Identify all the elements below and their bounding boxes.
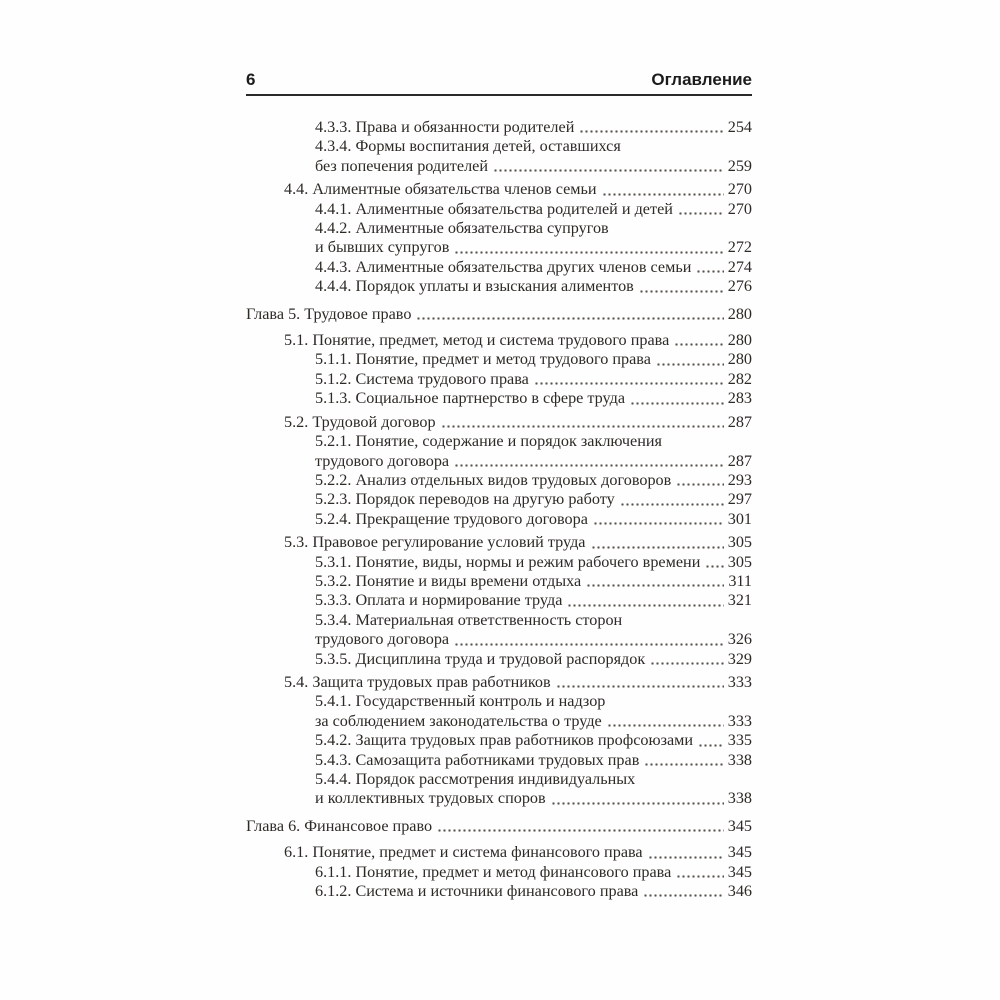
toc-entry-text: 5.3.1. Понятие, виды, нормы и режим рабочего времени — [315, 552, 701, 571]
toc-entry-last-line — [284, 331, 752, 350]
toc-entry-text: трудового договора — [315, 630, 450, 649]
toc-entry-last-line — [284, 413, 752, 432]
toc-entry-first-line: 5.4.1. Государственный контроль и надзор — [315, 692, 606, 711]
dot-leader — [698, 744, 724, 747]
header-page-number: 6 — [246, 70, 256, 89]
toc-page-number: 311 — [728, 571, 752, 590]
toc-page-number: 272 — [727, 238, 752, 257]
toc-entry-text: 5.1.3. Социальное партнерство в сфере труда — [315, 389, 626, 408]
toc-page-number: 346 — [727, 882, 752, 901]
toc-entry-last-line — [315, 882, 752, 901]
toc-entry-last-line — [284, 180, 752, 199]
toc-entry — [315, 510, 752, 529]
toc-page-number: 287 — [727, 451, 752, 470]
toc-entry — [315, 389, 752, 408]
toc-entry — [246, 817, 752, 836]
toc-entry — [315, 731, 752, 750]
dot-leader — [556, 685, 724, 688]
toc-page-number: 280 — [727, 304, 752, 323]
toc-entry — [284, 413, 752, 432]
toc-entry-last-line — [315, 350, 752, 369]
toc-page-number: 321 — [727, 591, 752, 610]
toc-entry-text: 4.4.1. Алиментные обязательства родителей и детей — [315, 199, 673, 218]
toc-entry — [315, 572, 752, 591]
toc-entry-text: 5.1.2. Система трудового права — [315, 369, 529, 388]
toc-entry-last-line — [315, 258, 752, 277]
toc-entry — [315, 591, 752, 610]
toc-page-number: 338 — [727, 789, 752, 808]
toc-entry-last-line — [315, 553, 752, 572]
toc-entry — [315, 553, 752, 572]
toc-entry-text: 5.3.3. Оплата и нормирование труда — [315, 591, 563, 610]
toc-page-number: 259 — [727, 156, 752, 175]
toc-page-number: 297 — [727, 490, 752, 509]
toc-entry — [315, 118, 752, 137]
toc-page-number: 333 — [727, 672, 752, 691]
toc-entry-last-line — [315, 510, 752, 529]
dot-leader — [656, 363, 724, 366]
toc-page-number: 305 — [727, 552, 752, 571]
toc-entry — [315, 692, 752, 731]
toc-entry-text: 5.4.3. Самозащита работниками трудовых прав — [315, 750, 640, 769]
toc-entry-last-line — [246, 817, 752, 836]
toc-page-number: 276 — [727, 277, 752, 296]
toc-entry-last-line — [284, 843, 752, 862]
toc-entry-first-line: 4.3.4. Формы воспитания детей, оставшихся — [315, 137, 621, 156]
toc-page-number: 345 — [727, 816, 752, 835]
dot-leader — [678, 212, 724, 215]
toc-entry — [315, 219, 752, 258]
toc-page-number: 345 — [727, 843, 752, 862]
header-title: Оглавление — [651, 70, 752, 89]
toc-entry-text: Глава 5. Трудовое право — [246, 304, 412, 323]
toc-entry-text: 4.3.3. Права и обязанности родителей — [315, 118, 575, 136]
toc-entry-text: и коллективных трудовых споров — [315, 789, 546, 808]
toc-entry-text: 5.1. Понятие, предмет, метод и система трудового права — [284, 331, 670, 350]
dot-leader — [620, 503, 724, 506]
toc-entry-text: 5.3. Правовое регулирование условий труда — [284, 533, 586, 552]
toc-entry-text: без попечения родителей — [315, 156, 488, 175]
dot-leader — [639, 290, 724, 293]
toc-entry — [315, 350, 752, 369]
toc-entry-text: за соблюдением законодательства о труде — [315, 711, 602, 730]
toc-entry — [284, 533, 752, 552]
toc-page-number: 333 — [727, 711, 752, 730]
toc-entry-last-line — [315, 630, 752, 649]
toc-entry-last-line — [315, 712, 752, 731]
toc-entry-text: трудового договора — [315, 451, 450, 470]
dot-leader — [454, 464, 724, 467]
toc-page-number: 301 — [727, 509, 752, 528]
toc-page-number: 338 — [727, 750, 752, 769]
toc-entry — [284, 331, 752, 350]
page-content — [246, 70, 752, 901]
toc-page-number: 326 — [727, 630, 752, 649]
toc-entry-last-line — [315, 650, 752, 669]
toc-entry — [315, 490, 752, 509]
dot-leader — [534, 382, 724, 385]
dot-leader — [674, 343, 723, 346]
toc-page-number: 305 — [727, 533, 752, 552]
dot-leader — [416, 317, 723, 320]
toc-entry-last-line — [315, 591, 752, 610]
toc-entry-last-line — [315, 452, 752, 471]
toc-entry-last-line — [315, 118, 752, 137]
dot-leader — [676, 483, 723, 486]
toc-page-number: 254 — [727, 118, 752, 136]
dot-leader — [591, 546, 724, 549]
toc-entry-text: 4.4. Алиментные обязательства членов семьи — [284, 180, 597, 199]
toc-entry — [315, 471, 752, 490]
toc-entry — [315, 277, 752, 296]
toc-entry — [315, 770, 752, 809]
toc-entry-text: Глава 6. Финансовое право — [246, 816, 433, 835]
toc-page-number: 293 — [727, 470, 752, 489]
toc-entry-last-line — [315, 751, 752, 770]
toc-entry — [284, 843, 752, 862]
toc-entry-first-line: 5.4.4. Порядок рассмотрения индивидуальных — [315, 770, 636, 788]
toc-page-number: 280 — [727, 331, 752, 350]
toc-entry-last-line — [315, 789, 752, 808]
toc-entry — [315, 882, 752, 901]
toc-entry-last-line — [315, 277, 752, 296]
dot-leader — [602, 193, 724, 196]
toc-list — [246, 96, 752, 901]
dot-leader — [650, 662, 723, 665]
toc-entry-last-line — [315, 157, 752, 176]
toc-entry — [315, 137, 752, 176]
toc-entry-text: 6.1. Понятие, предмет и система финансового права — [284, 843, 643, 862]
toc-entry-last-line — [246, 305, 752, 324]
toc-entry — [315, 611, 752, 650]
toc-entry — [284, 673, 752, 692]
toc-entry-last-line — [315, 863, 752, 882]
dot-leader — [644, 763, 723, 766]
dot-leader — [593, 522, 724, 525]
toc-page-number: 274 — [727, 257, 752, 276]
toc-entry-text: 5.2. Трудовой договор — [284, 412, 436, 431]
toc-entry — [315, 258, 752, 277]
toc-entry-text: 5.4.2. Защита трудовых прав работников профсоюзами — [315, 731, 694, 750]
dot-leader — [437, 829, 724, 832]
toc-page-number: 345 — [727, 862, 752, 881]
toc-entry-text: 4.4.4. Порядок уплаты и взыскания алиментов — [315, 277, 634, 296]
dot-leader — [630, 402, 724, 405]
toc-entry — [315, 650, 752, 669]
toc-entry-last-line — [284, 673, 752, 692]
toc-entry-last-line — [315, 572, 752, 591]
dot-leader — [579, 130, 723, 133]
toc-page-number: 335 — [727, 731, 752, 750]
toc-entry — [246, 305, 752, 324]
toc-entry-first-line: 5.3.4. Материальная ответственность сторон — [315, 610, 623, 629]
dot-leader — [705, 565, 723, 568]
toc-entry-last-line — [315, 238, 752, 257]
toc-page-number: 282 — [727, 369, 752, 388]
toc-entry-text: 6.1.1. Понятие, предмет и метод финансового права — [315, 862, 672, 881]
toc-entry — [315, 370, 752, 389]
toc-entry-text: 5.3.2. Понятие и виды времени отдыха — [315, 571, 582, 590]
toc-entry-last-line — [315, 389, 752, 408]
toc-page-number: 329 — [727, 649, 752, 668]
toc-entry-text: 5.2.4. Прекращение трудового договора — [315, 509, 588, 528]
toc-entry-last-line — [315, 731, 752, 750]
toc-entry-last-line — [315, 370, 752, 389]
dot-leader — [643, 894, 723, 897]
toc-entry-last-line — [315, 200, 752, 219]
toc-entry-text: 5.3.5. Дисциплина труда и трудовой распорядок — [315, 649, 646, 668]
toc-page-number: 280 — [727, 350, 752, 369]
dot-leader — [441, 425, 724, 428]
dot-leader — [586, 584, 724, 587]
dot-leader — [696, 270, 723, 273]
toc-entry — [315, 863, 752, 882]
dot-leader — [607, 724, 724, 727]
toc-entry-text: 6.1.2. Система и источники финансового права — [315, 882, 639, 901]
dot-leader — [551, 802, 724, 805]
dot-leader — [676, 875, 723, 878]
toc-entry — [284, 180, 752, 199]
toc-entry-text: 5.1.1. Понятие, предмет и метод трудового права — [315, 350, 651, 369]
toc-page-number: 270 — [727, 199, 752, 218]
toc-entry-last-line — [315, 471, 752, 490]
toc-entry-last-line — [284, 533, 752, 552]
dot-leader — [493, 169, 724, 172]
running-head — [246, 70, 752, 96]
toc-entry — [315, 432, 752, 471]
toc-page-number: 270 — [727, 180, 752, 199]
dot-leader — [454, 643, 724, 646]
dot-leader — [567, 604, 723, 607]
toc-page-number: 283 — [727, 389, 752, 408]
toc-entry-first-line: 5.2.1. Понятие, содержание и порядок заключения — [315, 432, 662, 451]
toc-entry-text: 5.2.3. Порядок переводов на другую работу — [315, 490, 615, 509]
toc-entry — [315, 751, 752, 770]
toc-entry-last-line — [315, 490, 752, 509]
dot-leader — [648, 856, 724, 859]
toc-entry-text: 5.2.2. Анализ отдельных видов трудовых договоров — [315, 470, 672, 489]
toc-entry-text: 4.4.3. Алиментные обязательства других членов семьи — [315, 257, 692, 276]
toc-entry — [315, 200, 752, 219]
dot-leader — [454, 251, 723, 254]
toc-entry-text: и бывших супругов — [315, 238, 450, 257]
toc-entry-first-line: 4.4.2. Алиментные обязательства супругов — [315, 219, 609, 238]
toc-entry-text: 5.4. Защита трудовых прав работников — [284, 672, 551, 691]
toc-page-number: 287 — [727, 412, 752, 431]
